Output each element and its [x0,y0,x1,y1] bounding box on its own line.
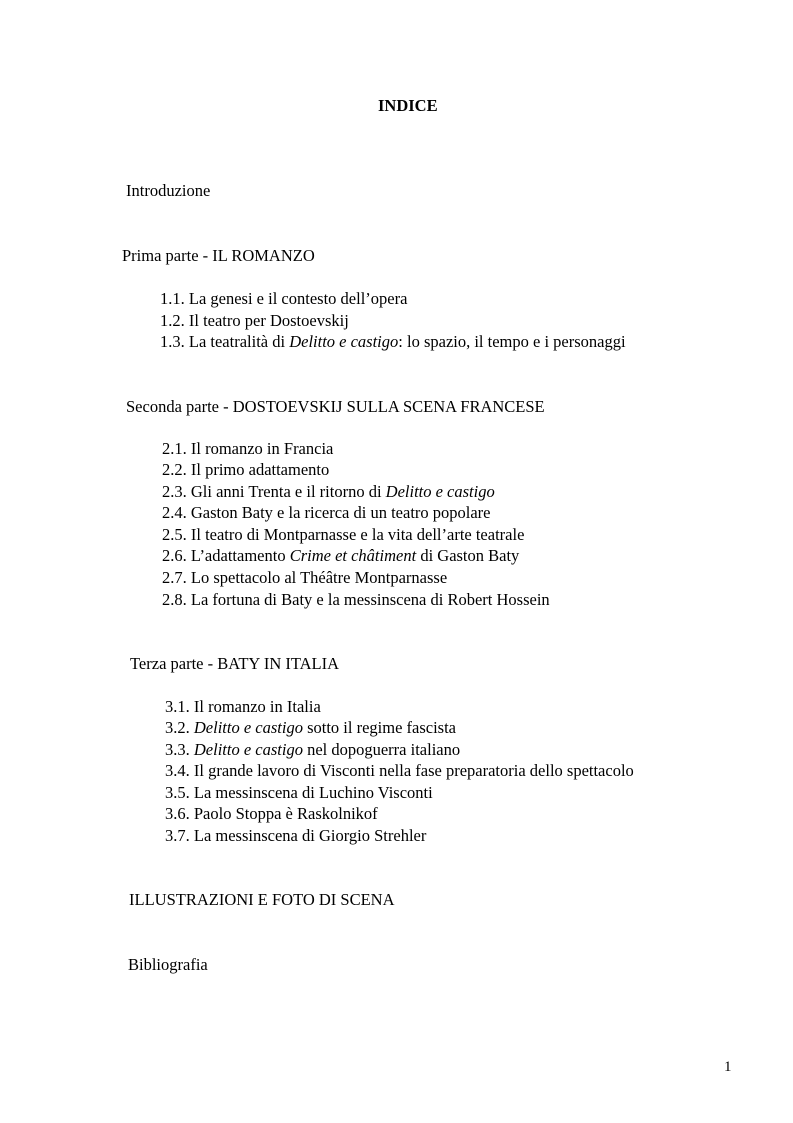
toc-item-3-1: 3.1. Il romanzo in Italia [165,697,321,716]
bibliography-heading: Bibliografia [128,955,208,974]
toc-item-2-8: 2.8. La fortuna di Baty e la messinscena di Robert Hossein [162,590,550,609]
illustrations-heading: ILLUSTRAZIONI E FOTO DI SCENA [129,890,395,909]
toc-item-2-4: 2.4. Gaston Baty e la ricerca di un teatro popolare [162,503,491,522]
page-title: INDICE [378,96,438,115]
intro-heading: Introduzione [126,181,211,200]
part1-heading: Prima parte - IL ROMANZO [122,246,315,265]
toc-item-3-3: 3.3. Delitto e castigo nel dopoguerra italiano [165,740,461,759]
toc-item-2-2: 2.2. Il primo adattamento [162,460,330,479]
toc-item-2-5: 2.5. Il teatro di Montparnasse e la vita dell’arte teatrale [162,525,525,544]
toc-item-2-3: 2.3. Gli anni Trenta e il ritorno di Delitto e castigo [162,482,495,501]
toc-item-3-5: 3.5. La messinscena di Luchino Visconti [165,783,433,802]
toc-item-3-7: 3.7. La messinscena di Giorgio Strehler [165,826,427,845]
toc-item-1-3: 1.3. La teatralità di Delitto e castigo: lo spazio, il tempo e i personaggi [160,332,626,351]
toc-item-3-4: 3.4. Il grande lavoro di Visconti nella fase preparatoria dello spettacolo [165,761,634,780]
part3-heading: Terza parte - BATY IN ITALIA [130,654,340,673]
toc-item-1-2: 1.2. Il teatro per Dostoevskij [160,311,349,330]
page-number: 1 [724,1059,732,1075]
toc-item-2-7: 2.7. Lo spettacolo al Théâtre Montparnasse [162,568,448,587]
toc-item-2-6: 2.6. L’adattamento Crime et châtiment di Gaston Baty [162,546,520,565]
toc-item-1-1: 1.1. La genesi e il contesto dell’opera [160,289,408,308]
part2-heading: Seconda parte - DOSTOEVSKIJ SULLA SCENA FRANCESE [126,397,545,416]
toc-item-2-1: 2.1. Il romanzo in Francia [162,439,334,458]
toc-item-3-6: 3.6. Paolo Stoppa è Raskolnikof [165,804,378,823]
toc-item-3-2: 3.2. Delitto e castigo sotto il regime fascista [165,718,456,737]
